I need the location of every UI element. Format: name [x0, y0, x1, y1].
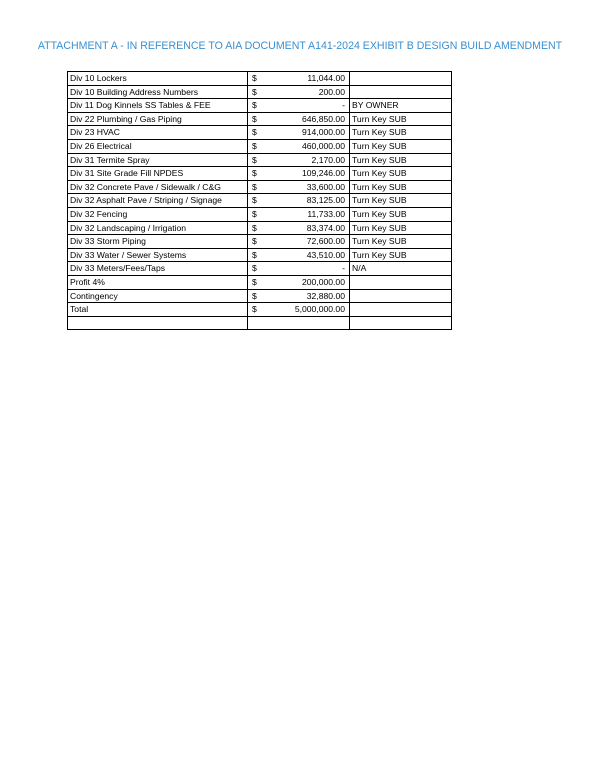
line-item-description: Div 10 Building Address Numbers — [68, 85, 248, 99]
table-row — [68, 275, 452, 289]
line-item-note — [350, 72, 452, 86]
line-item-amount-cell — [248, 99, 350, 113]
currency-symbol: $ — [252, 168, 257, 179]
amount-value: 83,374.00 — [306, 222, 345, 233]
line-item-note: Turn Key SUB — [350, 194, 452, 208]
table-row — [68, 72, 452, 86]
currency-symbol: $ — [252, 127, 257, 138]
line-item-description: Div 23 HVAC — [68, 126, 248, 140]
line-item-description: Div 10 Lockers — [68, 72, 248, 86]
currency-symbol: $ — [252, 304, 257, 315]
line-item-description: Div 32 Fencing — [68, 207, 248, 221]
line-item-amount-cell — [248, 275, 350, 289]
table-row — [68, 194, 452, 208]
amount-value: 5,000,000.00 — [294, 304, 345, 315]
line-item-note: Turn Key SUB — [350, 221, 452, 235]
currency-symbol: $ — [252, 86, 257, 97]
line-item-amount-cell — [248, 153, 350, 167]
amount-wrapper — [250, 181, 347, 194]
line-item-note: Turn Key SUB — [350, 180, 452, 194]
amount-wrapper — [250, 303, 347, 316]
line-item-amount-cell — [248, 221, 350, 235]
amount-value: 43,510.00 — [306, 249, 345, 260]
line-item-amount-cell — [248, 167, 350, 181]
currency-symbol: $ — [252, 222, 257, 233]
currency-symbol: $ — [252, 290, 257, 301]
table-row — [68, 207, 452, 221]
amount-value: 914,000.00 — [301, 127, 345, 138]
amount-wrapper — [250, 276, 347, 289]
currency-symbol: $ — [252, 181, 257, 192]
amount-wrapper — [250, 154, 347, 167]
line-item-amount-cell — [248, 248, 350, 262]
line-item-note — [350, 289, 452, 303]
amount-wrapper — [250, 72, 347, 85]
amount-wrapper — [250, 167, 347, 180]
currency-symbol: $ — [252, 249, 257, 260]
line-item-amount-cell — [248, 235, 350, 249]
amount-wrapper — [250, 235, 347, 248]
table-row — [68, 126, 452, 140]
line-item-description: Total — [68, 303, 248, 317]
table-row — [68, 85, 452, 99]
line-item-amount-cell — [248, 112, 350, 126]
table-row — [68, 167, 452, 181]
page-title: ATTACHMENT A - IN REFERENCE TO AIA DOCUMENT A141-2024 EXHIBIT B DESIGN BUILD AMENDMENT — [37, 40, 563, 52]
line-item-description: Profit 4% — [68, 275, 248, 289]
currency-symbol: $ — [252, 195, 257, 206]
table-row — [68, 289, 452, 303]
amount-wrapper — [250, 113, 347, 126]
line-item-note: Turn Key SUB — [350, 153, 452, 167]
currency-symbol: $ — [252, 154, 257, 165]
amount-wrapper — [250, 290, 347, 303]
table-row — [68, 316, 452, 330]
line-item-amount-cell — [248, 139, 350, 153]
line-item-description: Contingency — [68, 289, 248, 303]
amount-wrapper — [250, 140, 347, 153]
amount-wrapper — [250, 86, 347, 99]
cost-table-body — [68, 72, 452, 330]
amount-wrapper — [250, 194, 347, 207]
line-item-amount-cell — [248, 126, 350, 140]
line-item-amount-cell — [248, 72, 350, 86]
amount-wrapper — [250, 126, 347, 139]
cost-table — [67, 71, 452, 330]
line-item-description: Div 32 Landscaping / Irrigation — [68, 221, 248, 235]
amount-value: 200.00 — [318, 86, 345, 97]
line-item-description: Div 26 Electrical — [68, 139, 248, 153]
table-row — [68, 139, 452, 153]
line-item-note: Turn Key SUB — [350, 235, 452, 249]
amount-value: 460,000.00 — [301, 140, 345, 151]
line-item-note: BY OWNER — [350, 99, 452, 113]
line-item-note — [350, 303, 452, 317]
amount-wrapper — [250, 262, 347, 275]
line-item-description: Div 33 Water / Sewer Systems — [68, 248, 248, 262]
amount-value: 11,044.00 — [307, 73, 345, 83]
table-row — [68, 99, 452, 113]
line-item-amount-cell — [248, 262, 350, 276]
line-item-amount-cell — [248, 207, 350, 221]
line-item-note — [350, 85, 452, 99]
amount-value: 72,600.00 — [306, 236, 345, 247]
currency-symbol: $ — [252, 113, 257, 124]
line-item-description: Div 33 Storm Piping — [68, 235, 248, 249]
line-item-description — [68, 316, 248, 330]
table-row — [68, 153, 452, 167]
amount-value: 109,246.00 — [301, 168, 345, 179]
line-item-note: Turn Key SUB — [350, 112, 452, 126]
line-item-amount-cell — [248, 194, 350, 208]
line-item-amount-cell — [248, 85, 350, 99]
line-item-description: Div 31 Site Grade Fill NPDES — [68, 167, 248, 181]
line-item-description: Div 11 Dog Kinnels SS Tables & FEE — [68, 99, 248, 113]
amount-value: - — [342, 263, 345, 274]
amount-value: - — [342, 100, 345, 111]
table-row — [68, 303, 452, 317]
line-item-amount-cell — [248, 316, 350, 330]
amount-value: 32,880.00 — [306, 290, 345, 301]
line-item-description: Div 33 Meters/Fees/Taps — [68, 262, 248, 276]
amount-value: 33,600.00 — [306, 181, 345, 192]
currency-symbol: $ — [252, 208, 257, 219]
currency-symbol: $ — [252, 236, 257, 247]
amount-wrapper — [250, 99, 347, 112]
amount-value: 11,733.00 — [307, 208, 345, 219]
currency-symbol: $ — [252, 263, 257, 274]
line-item-amount-cell — [248, 289, 350, 303]
line-item-description: Div 32 Concrete Pave / Sidewalk / C&G — [68, 180, 248, 194]
table-row — [68, 248, 452, 262]
table-row — [68, 112, 452, 126]
table-row — [68, 235, 452, 249]
table-row — [68, 262, 452, 276]
amount-wrapper — [250, 208, 347, 221]
line-item-note: N/A — [350, 262, 452, 276]
line-item-note: Turn Key SUB — [350, 126, 452, 140]
line-item-amount-cell — [248, 303, 350, 317]
table-row — [68, 180, 452, 194]
line-item-note — [350, 275, 452, 289]
amount-value: 2,170.00 — [311, 154, 345, 165]
line-item-description: Div 32 Asphalt Pave / Striping / Signage — [68, 194, 248, 208]
amount-value: 83,125.00 — [306, 195, 345, 206]
line-item-note: Turn Key SUB — [350, 167, 452, 181]
amount-value: 646,850.00 — [301, 113, 345, 124]
currency-symbol: $ — [252, 100, 257, 111]
amount-value: 200,000.00 — [301, 276, 345, 287]
currency-symbol: $ — [252, 276, 257, 287]
table-row — [68, 221, 452, 235]
line-item-description: Div 22 Plumbing / Gas Piping — [68, 112, 248, 126]
currency-symbol: $ — [252, 73, 257, 83]
line-item-amount-cell — [248, 180, 350, 194]
currency-symbol: $ — [252, 140, 257, 151]
line-item-note: Turn Key SUB — [350, 207, 452, 221]
line-item-note: Turn Key SUB — [350, 139, 452, 153]
line-item-note — [350, 316, 452, 330]
line-item-note: Turn Key SUB — [350, 248, 452, 262]
line-item-description: Div 31 Termite Spray — [68, 153, 248, 167]
amount-wrapper — [250, 222, 347, 235]
amount-wrapper — [250, 249, 347, 262]
